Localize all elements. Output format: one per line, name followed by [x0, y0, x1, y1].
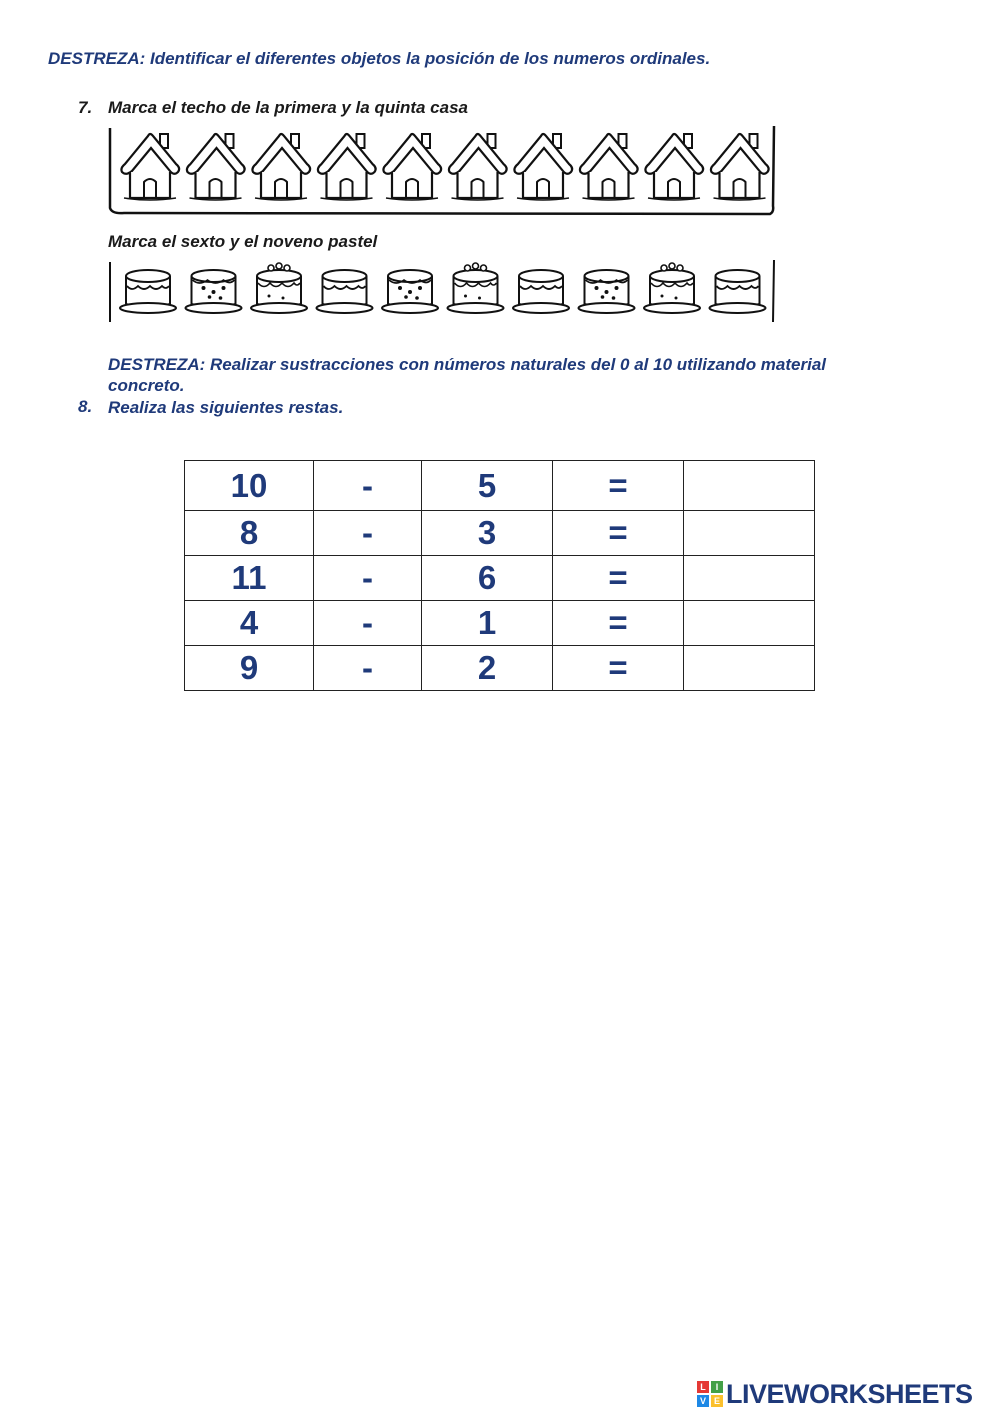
- house-icon[interactable]: [711, 134, 769, 200]
- house-icon[interactable]: [121, 134, 179, 200]
- cake-icon[interactable]: [710, 270, 766, 313]
- equals-sign: =: [553, 511, 684, 556]
- minus-sign: -: [314, 646, 422, 691]
- house-icon[interactable]: [514, 134, 572, 200]
- house-icon[interactable]: [449, 134, 507, 200]
- exercise-number-7: 7.: [78, 98, 93, 117]
- minuend-cell: 11: [185, 556, 314, 601]
- skill-text-subtraction-line1: DESTREZA: Realizar sustracciones con números naturales del 0 al 10 utilizando material: [108, 355, 827, 374]
- cake-icon[interactable]: [120, 270, 176, 313]
- table-row: [185, 601, 815, 646]
- subtrahend-cell: 5: [422, 461, 553, 511]
- houses-strip: [104, 122, 784, 222]
- logo-letter: V: [697, 1395, 709, 1407]
- house-icon[interactable]: [383, 134, 441, 200]
- answer-input[interactable]: [684, 461, 815, 511]
- subtraction-table: [184, 460, 815, 691]
- equals-sign: =: [553, 601, 684, 646]
- logo-letter: E: [711, 1395, 723, 1407]
- subtrahend-cell: 6: [422, 556, 553, 601]
- cake-icon[interactable]: [644, 263, 700, 313]
- cake-icon[interactable]: [513, 270, 569, 313]
- subtrahend-cell: 1: [422, 601, 553, 646]
- answer-input[interactable]: [684, 511, 815, 556]
- cakes-strip: [104, 258, 784, 328]
- house-icon[interactable]: [318, 134, 376, 200]
- liveworksheets-logo: [697, 1379, 973, 1409]
- answer-input[interactable]: [684, 556, 815, 601]
- minus-sign: -: [314, 601, 422, 646]
- answer-input[interactable]: [684, 601, 815, 646]
- cake-icon[interactable]: [579, 270, 635, 313]
- cake-icon[interactable]: [317, 270, 373, 313]
- minuend-cell: 10: [185, 461, 314, 511]
- house-icon[interactable]: [252, 134, 310, 200]
- logo-text: LIVEWORKSHEETS: [726, 1378, 973, 1409]
- minuend-cell: 8: [185, 511, 314, 556]
- logo-letter: I: [711, 1381, 723, 1393]
- instruction-cakes: Marca el sexto y el noveno pastel: [108, 232, 378, 251]
- table-row: [185, 556, 815, 601]
- minuend-cell: 9: [185, 646, 314, 691]
- table-row: [185, 461, 815, 511]
- house-icon[interactable]: [580, 134, 638, 200]
- table-row: [185, 646, 815, 691]
- instruction-houses: Marca el techo de la primera y la quinta casa: [108, 98, 468, 117]
- answer-input[interactable]: [684, 646, 815, 691]
- instruction-subtraction: Realiza las siguientes restas.: [108, 398, 344, 417]
- cake-icon[interactable]: [382, 270, 438, 313]
- cake-icon[interactable]: [448, 263, 504, 313]
- minus-sign: -: [314, 511, 422, 556]
- minus-sign: -: [314, 461, 422, 511]
- exercise-number-8: 8.: [78, 397, 93, 416]
- house-icon[interactable]: [187, 134, 245, 200]
- logo-letter: L: [697, 1381, 709, 1393]
- equals-sign: =: [553, 461, 684, 511]
- cake-icon[interactable]: [251, 263, 307, 313]
- logo-mark-icon: [697, 1381, 723, 1407]
- skill-text-ordinals: DESTREZA: Identificar el diferentes objetos la posición de los numeros ordinales.: [48, 49, 711, 68]
- equals-sign: =: [553, 556, 684, 601]
- subtrahend-cell: 2: [422, 646, 553, 691]
- skill-text-subtraction-line2: concreto.: [108, 376, 185, 395]
- equals-sign: =: [553, 646, 684, 691]
- table-row: [185, 511, 815, 556]
- minus-sign: -: [314, 556, 422, 601]
- cake-icon[interactable]: [186, 270, 242, 313]
- minuend-cell: 4: [185, 601, 314, 646]
- subtrahend-cell: 3: [422, 511, 553, 556]
- house-icon[interactable]: [645, 134, 703, 200]
